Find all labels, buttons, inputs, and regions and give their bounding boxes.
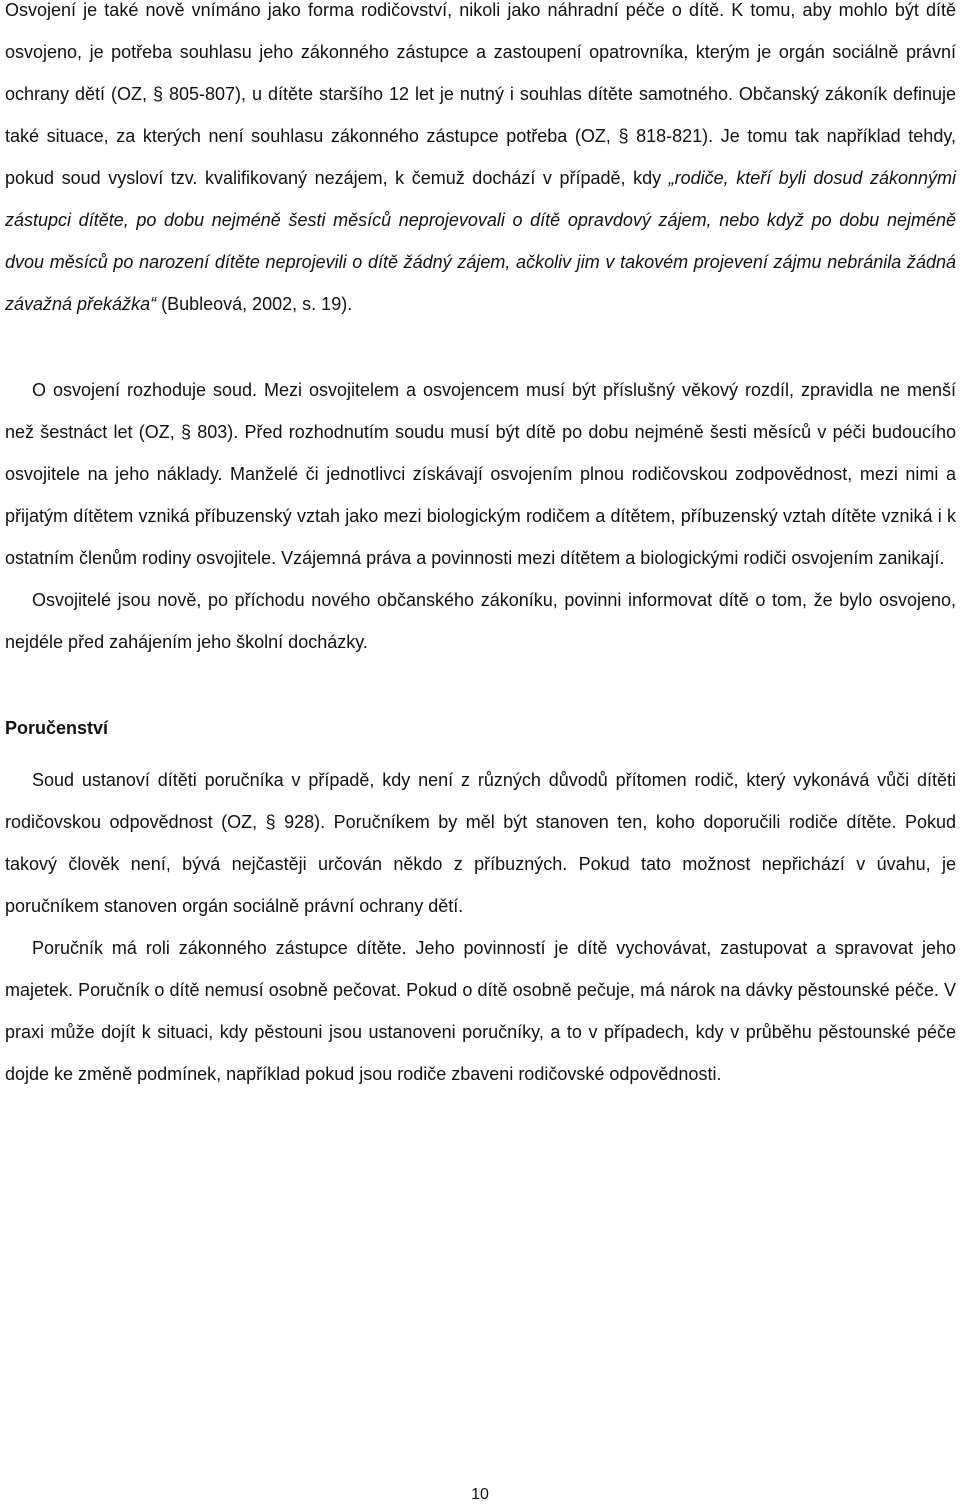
section-heading: Poručenství xyxy=(5,718,109,738)
quotation-italic: „rodiče, kteří byli dosud zákonnými zástupci dítěte, po dobu nejméně šesti měsíců neprojevovali o dítě opravdový zájem, nebo když po dobu nejméně dvou měsíců po narození dítěte neprojevili o dítě žádný zájem, ačkoliv jim v takovém projevení zájmu nebránila žádná závažná překážka“ xyxy=(5,168,957,314)
paragraph-court-decision: O osvojení rozhoduje soud. Mezi osvojitelem a osvojencem musí být příslušný věkový rozdíl, zpravidla ne menší než šestnáct let (OZ, § 803). Před rozhodnutím soudu musí být dítě po dobu nejméně šesti měsíců v péči budoucího osvojitele na jeho náklady. Manželé či jednotlivci získávají osvojením plnou rodičovskou zodpovědnost, mezi nimi a přijatým dítětem vzniká příbuzenský vztah jako mezi biologickým rodičem a dítětem, příbuzenský vztah dítěte vzniká i k ostatním členům rodiny osvojitele. Vzájemná práva a povinnosti mezi dítětem a biologickými rodiči osvojením zanikají. xyxy=(5,380,956,568)
paragraph-adoption-consent xyxy=(5,0,956,325)
spacer xyxy=(5,749,956,759)
paragraph-guardian-appointment: Soud ustanoví dítěti poručníka v případě, kdy není z různých důvodů přítomen rodič, který vykonává vůči dítěti rodičovskou odpovědnost (OZ, § 928). Poručníkem by měl být stanoven ten, koho doporučili rodiče dítěte. Pokud takový člověk není, bývá nejčastěji určován někdo z příbuzných. Pokud tato možnost nepřichází v úvahu, je poručníkem stanoven orgán sociálně právní ochrany dětí. xyxy=(5,770,956,916)
page-number: 10 xyxy=(471,1486,489,1503)
spacer xyxy=(5,663,956,707)
paragraph-text: Osvojení je také nově vnímáno jako forma rodičovství, nikoli jako náhradní péče o dítě. K tomu, aby mohlo být dítě osvojeno, je potřeba souhlasu jeho zákonného zástupce a zastoupení opatrovníka, kterým je orgán sociálně právní ochrany dětí (OZ, § 805-807), u dítěte staršího 12 let je nutný i souhlas dítěte samotného. Občanský zákoník definuje také situace, za kterých není souhlasu zákonného zástupce potřeba (OZ, § 818-821). Je tomu tak například tehdy, pokud soud vysloví tzv. kvalifikovaný nezájem, k čemuž dochází v případě, kdy xyxy=(5,0,956,188)
paragraph-guardian-role: Poručník má roli zákonného zástupce dítěte. Jeho povinností je dítě vychovávat, zastupovat a spravovat jeho majetek. Poručník o dítě nemusí osobně pečovat. Pokud o dítě osobně pečuje, má nárok na dávky pěstounské péče. V praxi může dojít k situaci, kdy pěstouni jsou ustanoveni poručníky, a to v případech, kdy v průběhu pěstounské péče dojde ke změně podmínek, například pokud jsou rodiče zbaveni rodičovské odpovědnosti. xyxy=(5,938,956,1084)
document-body xyxy=(5,0,956,1095)
paragraph-inform-child: Osvojitelé jsou nově, po příchodu nového občanského zákoníku, povinni informovat dítě o tom, že bylo osvojeno, nejdéle před zahájením jeho školní docházky. xyxy=(5,590,956,652)
spacer xyxy=(5,325,956,369)
citation: (Bubleová, 2002, s. 19). xyxy=(156,294,353,314)
